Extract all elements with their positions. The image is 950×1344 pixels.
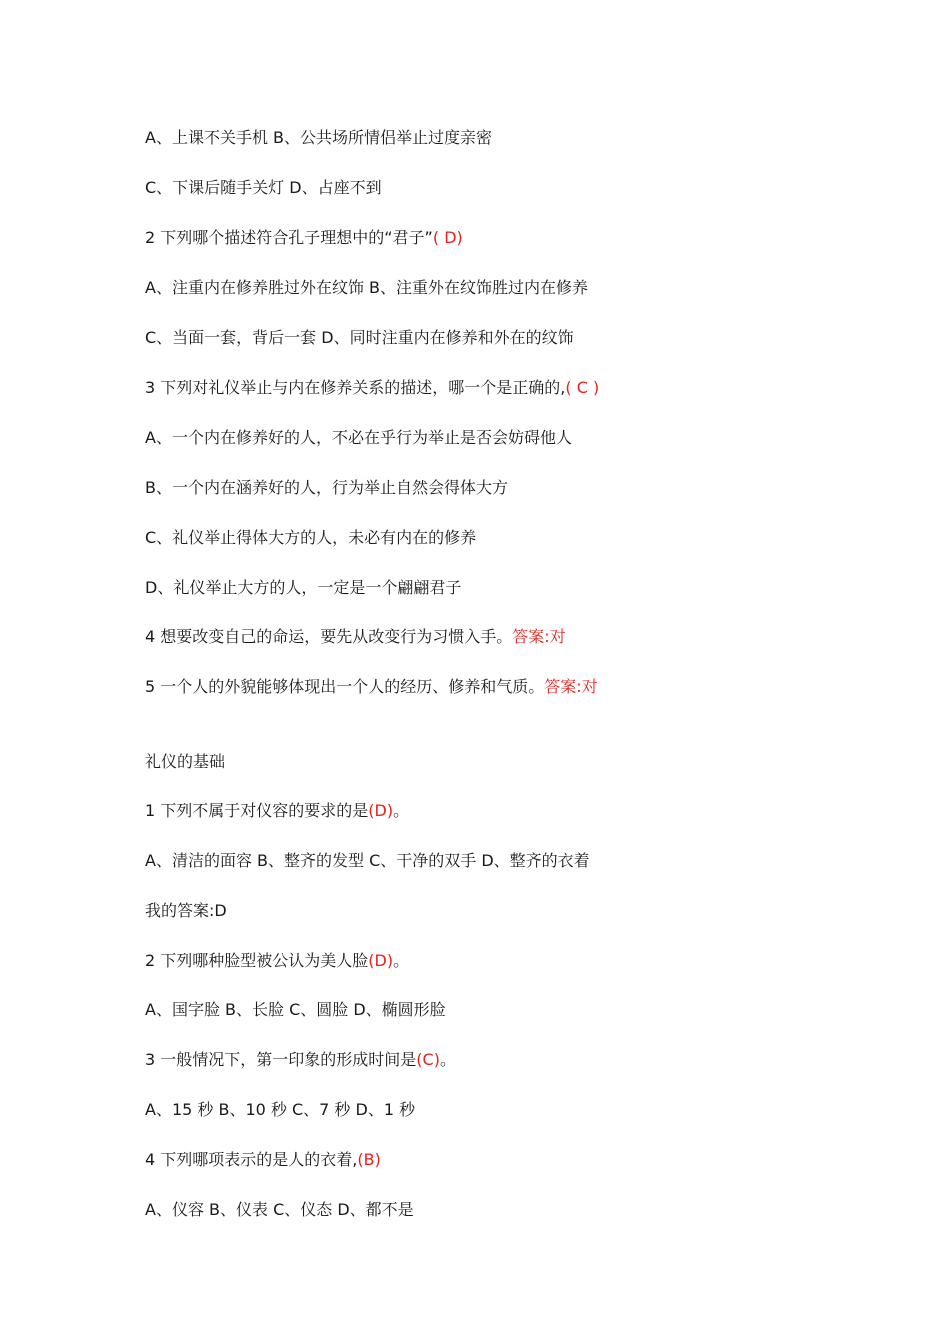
text-line: C、当面一套，背后一套 D、同时注重内在修养和外在的纹饰 xyxy=(145,328,574,347)
question-line: 5 一个人的外貌能够体现出一个人的经历、修养和气质。答案:对 xyxy=(145,677,598,696)
question-line: 4 下列哪项表示的是人的衣着,(B) xyxy=(145,1150,381,1169)
text-line: A、15 秒 B、10 秒 C、7 秒 D、1 秒 xyxy=(145,1100,416,1119)
text-line: A、清洁的面容 B、整齐的发型 C、干净的双手 D、整齐的衣着 xyxy=(145,851,590,870)
answer-mark: (B) xyxy=(357,1150,381,1169)
text-line: B、一个内在涵养好的人，行为举止自然会得体大方 xyxy=(145,478,508,497)
text-line: 我的答案:D xyxy=(145,901,227,920)
answer-mark: 答案:对 xyxy=(512,627,566,646)
section-heading: 礼仪的基础 xyxy=(145,752,226,771)
question-line: 3 下列对礼仪举止与内在修养关系的描述，哪一个是正确的,( C ) xyxy=(145,378,600,397)
text-line: C、下课后随手关灯 D、占座不到 xyxy=(145,178,382,197)
text-line: A、仪容 B、仪表 C、仪态 D、都不是 xyxy=(145,1200,414,1219)
answer-mark: (D) xyxy=(368,951,394,970)
answer-mark: ( C ) xyxy=(565,378,600,397)
question-line: 2 下列哪个描述符合孔子理想中的“君子”( D) xyxy=(145,228,463,247)
text-line: D、礼仪举止大方的人，一定是一个翩翩君子 xyxy=(145,578,462,597)
answer-mark: (D) xyxy=(368,801,394,820)
answer-mark: 答案:对 xyxy=(544,677,598,696)
question-line: 1 下列不属于对仪容的要求的是(D)。 xyxy=(145,801,410,820)
question-line: 2 下列哪种脸型被公认为美人脸(D)。 xyxy=(145,951,410,970)
question-line: 3 一般情况下，第一印象的形成时间是(C)。 xyxy=(145,1050,456,1069)
answer-mark: (C) xyxy=(416,1050,440,1069)
text-line: A、上课不关手机 B、公共场所情侣举止过度亲密 xyxy=(145,128,493,147)
text-line: A、注重内在修养胜过外在纹饰 B、注重外在纹饰胜过内在修养 xyxy=(145,278,589,297)
answer-mark: ( D) xyxy=(432,228,463,247)
text-line: A、国字脸 B、长脸 C、圆脸 D、椭圆形脸 xyxy=(145,1000,446,1019)
text-line: A、一个内在修养好的人，不必在乎行为举止是否会妨碍他人 xyxy=(145,428,572,447)
text-line: C、礼仪举止得体大方的人，未必有内在的修养 xyxy=(145,528,477,547)
question-line: 4 想要改变自己的命运，要先从改变行为习惯入手。答案:对 xyxy=(145,627,566,646)
